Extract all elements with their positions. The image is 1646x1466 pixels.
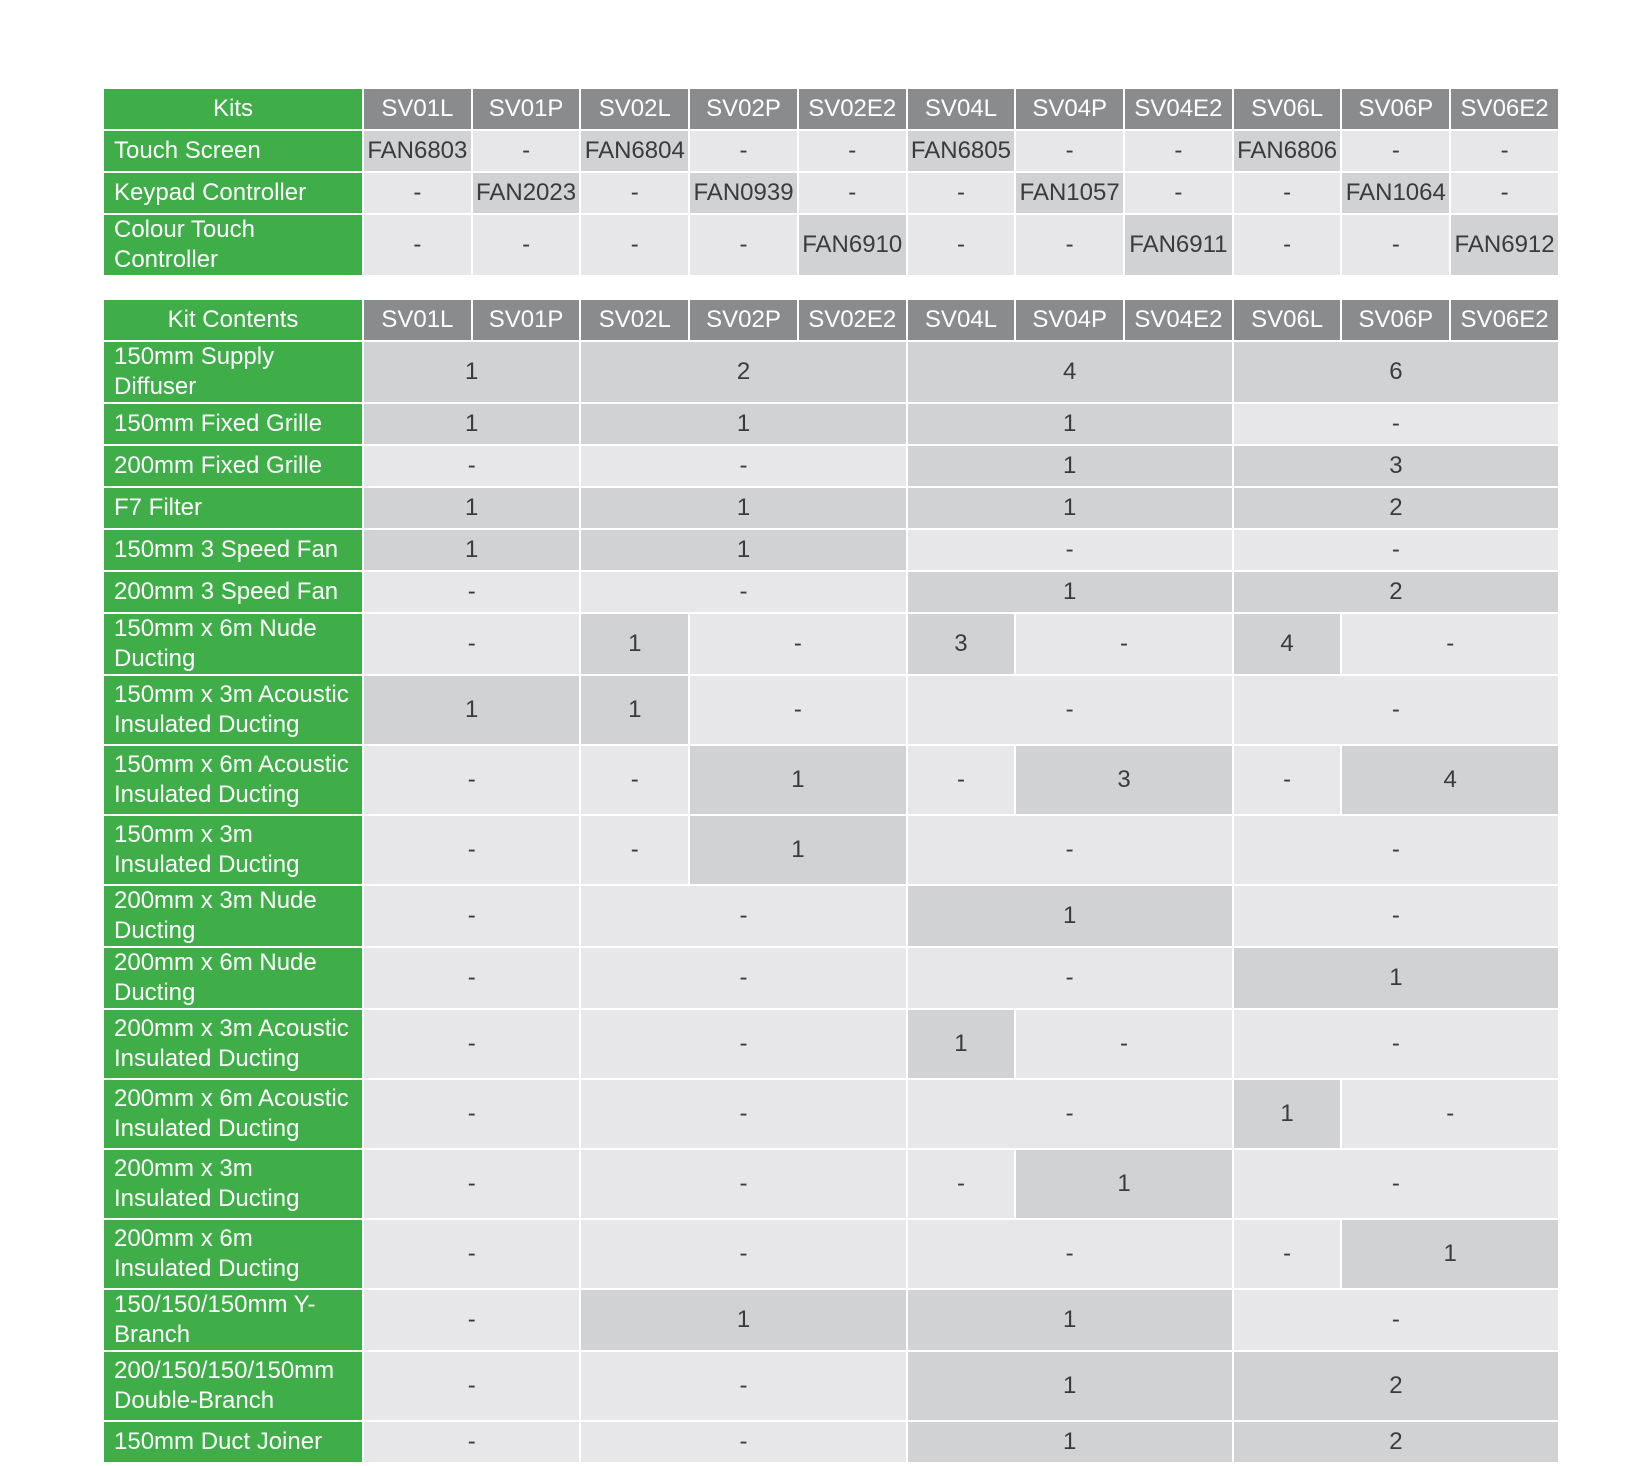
table-cell: 1 (581, 488, 905, 528)
row-label: Touch Screen (104, 131, 362, 171)
table-cell: 2 (1234, 1352, 1558, 1420)
table-cell: - (364, 1220, 579, 1288)
table-cell: - (364, 614, 579, 674)
table-cell: 3 (1016, 746, 1231, 814)
table-cell: - (1125, 173, 1232, 213)
table-cell: - (908, 816, 1232, 884)
kits-header-row (104, 89, 1558, 129)
model-header: SV04P (1016, 300, 1123, 340)
table-cell: - (581, 215, 688, 275)
table-cell: 1 (581, 404, 905, 444)
model-header: SV02E2 (799, 300, 906, 340)
table-cell: - (1016, 614, 1231, 674)
row-label: 150mm x 3m Acoustic Insulated Ducting (104, 676, 362, 744)
table-cell: - (690, 215, 797, 275)
contents-header-label: Kit Contents (104, 300, 362, 340)
table-cell: 1 (581, 676, 688, 744)
row-label: 150/150/150mm Y-Branch (104, 1290, 362, 1350)
table-cell: - (581, 1220, 905, 1288)
table-cell: 1 (581, 614, 688, 674)
table-cell: 1 (1342, 1220, 1558, 1288)
table-cell: - (1342, 215, 1449, 275)
table-cell: 1 (908, 1290, 1232, 1350)
table-row (104, 488, 1558, 528)
model-header: SV04P (1016, 89, 1123, 129)
table-cell: FAN1064 (1342, 173, 1449, 213)
table-row (104, 530, 1558, 570)
table-cell: - (581, 572, 905, 612)
table-cell: - (364, 1352, 579, 1420)
table-cell: - (364, 1422, 579, 1462)
table-cell: - (690, 131, 797, 171)
table-cell: - (1234, 1010, 1558, 1078)
table-cell: - (799, 131, 906, 171)
row-label: Keypad Controller (104, 173, 362, 213)
table-cell: 1 (1016, 1150, 1231, 1218)
table-row (104, 446, 1558, 486)
table-cell: 1 (908, 404, 1232, 444)
table-cell: 1 (908, 1010, 1015, 1078)
table-cell: - (1234, 1290, 1558, 1350)
table-cell: - (690, 676, 905, 744)
model-header: SV04L (908, 89, 1015, 129)
table-cell: - (581, 1352, 905, 1420)
table-row (104, 676, 1558, 744)
table-cell: - (364, 816, 579, 884)
row-label: 200mm 3 Speed Fan (104, 572, 362, 612)
table-cell: - (1234, 173, 1341, 213)
row-label: 150mm Duct Joiner (104, 1422, 362, 1462)
table-row (104, 173, 1558, 213)
table-cell: 3 (908, 614, 1015, 674)
table-cell: 1 (1234, 1080, 1341, 1148)
table-cell: 1 (908, 488, 1232, 528)
table-cell: - (1234, 676, 1558, 744)
table-cell: - (908, 1080, 1232, 1148)
table-cell: - (581, 173, 688, 213)
model-header: SV01L (364, 89, 471, 129)
table-row (104, 1422, 1558, 1462)
row-label: 200mm x 3m Nude Ducting (104, 886, 362, 946)
table-cell: FAN0939 (690, 173, 797, 213)
table-cell: 1 (908, 572, 1232, 612)
table-cell: - (364, 746, 579, 814)
table-cell: - (473, 131, 580, 171)
table-cell: 1 (690, 816, 905, 884)
table-cell: - (1016, 215, 1123, 275)
row-label: Colour Touch Controller (104, 215, 362, 275)
table-row (104, 131, 1558, 171)
table-cell: - (581, 886, 905, 946)
row-label: 150mm Fixed Grille (104, 404, 362, 444)
table-row (104, 1150, 1558, 1218)
table-cell: 2 (1234, 1422, 1558, 1462)
table-cell: - (581, 446, 905, 486)
model-header: SV06P (1342, 300, 1449, 340)
table-cell: - (1342, 614, 1558, 674)
table-cell: - (364, 1150, 579, 1218)
model-header: SV06E2 (1451, 300, 1558, 340)
table-cell: 2 (581, 342, 905, 402)
table-cell: 3 (1234, 446, 1558, 486)
table-row (104, 746, 1558, 814)
table-cell: 1 (908, 1352, 1232, 1420)
table-cell: 1 (908, 446, 1232, 486)
table-cell: - (581, 816, 688, 884)
kits-table (102, 87, 1560, 277)
table-cell: - (364, 1010, 579, 1078)
table-cell: - (690, 614, 905, 674)
table-cell: - (1234, 530, 1558, 570)
table-cell: 1 (364, 676, 579, 744)
model-header: SV02P (690, 300, 797, 340)
table-cell: - (1234, 1150, 1558, 1218)
table-cell: 1 (581, 530, 905, 570)
row-label: 200mm x 6m Nude Ducting (104, 948, 362, 1008)
table-cell: - (1016, 131, 1123, 171)
row-label: 200mm x 6m Insulated Ducting (104, 1220, 362, 1288)
table-cell: 2 (1234, 572, 1558, 612)
model-header: SV04L (908, 300, 1015, 340)
model-header: SV06L (1234, 300, 1341, 340)
model-header: SV06E2 (1451, 89, 1558, 129)
table-cell: 1 (364, 530, 579, 570)
table-cell: - (364, 1290, 579, 1350)
table-cell: - (473, 215, 580, 275)
table-cell: 1 (908, 886, 1232, 946)
row-label: F7 Filter (104, 488, 362, 528)
table-row (104, 816, 1558, 884)
table-cell: 6 (1234, 342, 1558, 402)
table-cell: 4 (908, 342, 1232, 402)
model-header: SV02P (690, 89, 797, 129)
table-cell: FAN6911 (1125, 215, 1232, 275)
table-cell: - (364, 446, 579, 486)
table-cell: FAN6803 (364, 131, 471, 171)
model-header: SV06P (1342, 89, 1449, 129)
table-cell: - (908, 1220, 1232, 1288)
table-cell: 1 (364, 404, 579, 444)
table-cell: FAN6806 (1234, 131, 1341, 171)
kits-header-label: Kits (104, 89, 362, 129)
table-cell: - (1234, 215, 1341, 275)
table-cell: FAN1057 (1016, 173, 1123, 213)
row-label: 150mm 3 Speed Fan (104, 530, 362, 570)
table-cell: - (581, 1422, 905, 1462)
table-row (104, 886, 1558, 946)
table-cell: 4 (1234, 614, 1341, 674)
table-cell: 1 (581, 1290, 905, 1350)
table-cell: - (908, 530, 1232, 570)
table-row (104, 1290, 1558, 1350)
table-row (104, 948, 1558, 1008)
model-header: SV02L (581, 89, 688, 129)
table-cell: - (799, 173, 906, 213)
table-cell: - (1234, 886, 1558, 946)
table-cell: - (581, 1080, 905, 1148)
table-cell: - (1234, 746, 1341, 814)
table-row (104, 1080, 1558, 1148)
table-cell: FAN6804 (581, 131, 688, 171)
table-row (104, 342, 1558, 402)
model-header: SV02L (581, 300, 688, 340)
kits-body (104, 131, 1558, 275)
model-header: SV06L (1234, 89, 1341, 129)
table-cell: - (364, 886, 579, 946)
table-cell: - (908, 746, 1015, 814)
table-cell: - (908, 948, 1232, 1008)
table-cell: 1 (690, 746, 905, 814)
table-cell: 4 (1342, 746, 1558, 814)
row-label: 200mm x 3m Acoustic Insulated Ducting (104, 1010, 362, 1078)
table-cell: - (364, 948, 579, 1008)
table-row (104, 1010, 1558, 1078)
table-cell: 1 (908, 1422, 1232, 1462)
table-cell: 1 (364, 488, 579, 528)
table-row (104, 614, 1558, 674)
table-cell: - (581, 746, 688, 814)
model-header: SV04E2 (1125, 89, 1232, 129)
table-row (104, 215, 1558, 275)
table-cell: - (1234, 816, 1558, 884)
table-cell: - (908, 173, 1015, 213)
row-label: 150mm Supply Diffuser (104, 342, 362, 402)
table-cell: - (364, 173, 471, 213)
table-cell: - (364, 1080, 579, 1148)
model-header: SV01L (364, 300, 471, 340)
model-header: SV02E2 (799, 89, 906, 129)
table-cell: - (1234, 1220, 1341, 1288)
table-cell: - (1016, 1010, 1231, 1078)
table-cell: - (908, 1150, 1015, 1218)
table-row (104, 1220, 1558, 1288)
table-cell: - (1342, 131, 1449, 171)
table-cell: FAN2023 (473, 173, 580, 213)
table-cell: - (1234, 404, 1558, 444)
table-cell: - (1451, 173, 1558, 213)
table-cell: FAN6912 (1451, 215, 1558, 275)
model-header: SV01P (473, 89, 580, 129)
row-label: 150mm x 6m Acoustic Insulated Ducting (104, 746, 362, 814)
table-row (104, 572, 1558, 612)
table-row (104, 1352, 1558, 1420)
kit-contents-table (102, 298, 1560, 1464)
row-label: 150mm x 3m Insulated Ducting (104, 816, 362, 884)
contents-header-row (104, 300, 1558, 340)
table-cell: 1 (1234, 948, 1558, 1008)
table-cell: - (581, 948, 905, 1008)
table-cell: FAN6910 (799, 215, 906, 275)
row-label: 200mm x 3m Insulated Ducting (104, 1150, 362, 1218)
row-label: 200mm Fixed Grille (104, 446, 362, 486)
table-cell: - (581, 1150, 905, 1218)
model-header: SV04E2 (1125, 300, 1232, 340)
table-cell: 2 (1234, 488, 1558, 528)
row-label: 200/150/150/150mm Double-Branch (104, 1352, 362, 1420)
table-row (104, 404, 1558, 444)
model-header: SV01P (473, 300, 580, 340)
table-cell: - (364, 215, 471, 275)
table-cell: 1 (364, 342, 579, 402)
table-cell: - (908, 215, 1015, 275)
table-cell: - (908, 676, 1232, 744)
table-cell: - (1451, 131, 1558, 171)
table-cell: - (581, 1010, 905, 1078)
table-cell: - (1125, 131, 1232, 171)
contents-body (104, 342, 1558, 1462)
table-cell: FAN6805 (908, 131, 1015, 171)
row-label: 200mm x 6m Acoustic Insulated Ducting (104, 1080, 362, 1148)
table-cell: - (364, 572, 579, 612)
table-cell: - (1342, 1080, 1558, 1148)
row-label: 150mm x 6m Nude Ducting (104, 614, 362, 674)
